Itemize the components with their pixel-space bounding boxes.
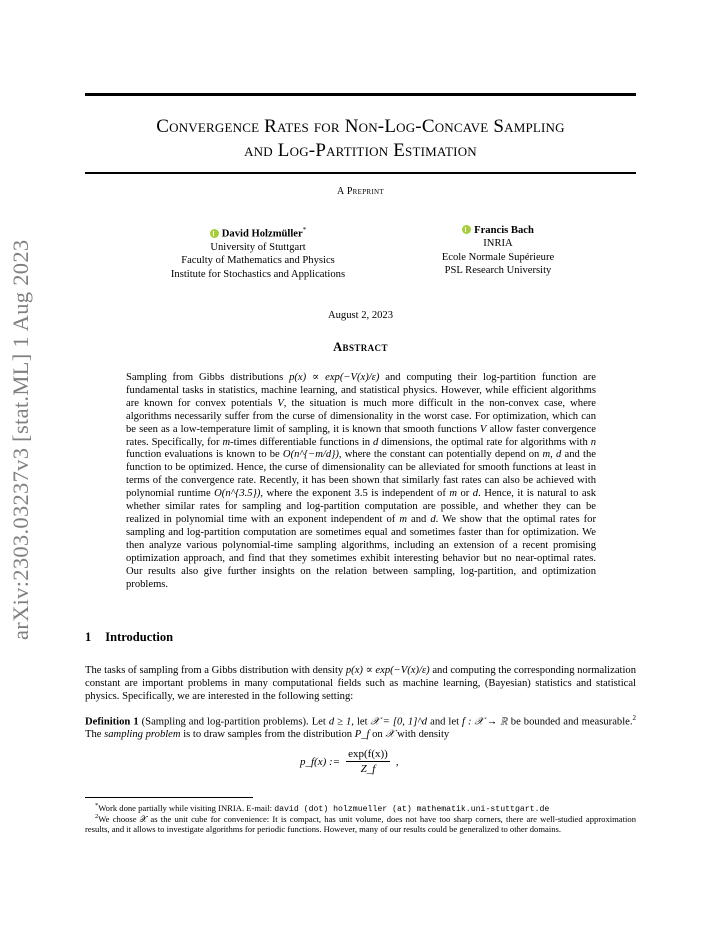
emphasis-term: sampling problem	[104, 729, 181, 741]
abstract-text: Sampling from Gibbs distributions p(x) ∝ exp(−V(x)/ε) and computing their log-partition function are fundamental tasks in statistics, machine learning, and statistical physics. However, while efficient algorithms are known for convex potentials V, the situation is much more difficult in the non-convex case, where algorithms necessarily suffer from the curse of dimensionality in the worst case. For optimization, which can be seen as a low-temperature limit of sampling, it is known that smooth functions V allow faster convergence rates. Specifically, for m-times differentiable functions in d dimensions, the optimal rate for algorithms with n function evaluations is known to be O(n^{−m/d}), where the constant can potentially depend on m, d and the function to be optimized. Hence, the curse of dimensionality can be alleviated for smooth functions at least in terms of the convergence rate. Recently, it has been shown that similarly fast rates can also be achieved with polynomial runtime O(n^{3.5}), where the exponent 3.5 is independent of m or d. Hence, it is natural to ask whether similar rates for sampling and log-partition computation are possible, and whether they can be realized in polynomial time with an exponent independent of m and d. We show that the optimal rates for sampling and log-partition computation are sometimes equal and sometimes faster than for optimization. We then analyze various polynomial-time sampling algorithms, including an extension of a recent promising optimization approach, and find that they sometimes exhibit interesting behavior but no near-optimal rates. Our results also give further insights on the relation between sampling, log-partition, and optimization problems.	[126, 372, 597, 590]
author-affiliation: Ecole Normale Supérieure	[441, 251, 555, 263]
author-block-2	[388, 224, 608, 278]
footnote-2: $^2$We choose 𝒳 as the unit cube for convenience: It is compact, has unit volume, does not have too sharp corners, there are well-studied approximation results, and it allows to investigate algorithms for periodic functions. However, many of our results could be generalized to other domains.	[85, 813, 636, 835]
section-heading	[85, 630, 173, 645]
footnote-mark: *	[302, 226, 307, 234]
footnote-rule	[85, 797, 253, 798]
math-inline: d	[373, 436, 379, 448]
math-inline: p(x) ∝ exp(−V(x)/ε)	[345, 665, 430, 676]
math-inline: p(x) ∝ exp(−V(x)/ε)	[289, 372, 380, 383]
author-affiliation: INRIA	[483, 238, 513, 250]
equation-denominator: Z_f	[360, 763, 376, 775]
equation-lhs: p_f(x) :=	[300, 755, 341, 768]
orcid-icon[interactable]	[210, 229, 219, 238]
intro-paragraph: The tasks of sampling from a Gibbs distribution with density p(x) ∝ exp(−V(x)/ε) and computing the corresponding normalization constant are important problems in many computational fields such as machine learning, (Bayesian) statistics and statistical physics. Specifically, we are interested in the following setting:	[85, 665, 637, 702]
author-email[interactable]: david (dot) holzmueller (at) mathematik.uni-stuttgart.de	[274, 804, 550, 814]
paper-date: August 2, 2023	[327, 310, 394, 321]
math-inline: O(n^{3.5})	[214, 488, 261, 500]
author-affiliation: PSL Research University	[444, 265, 552, 277]
footnote-mark: *	[95, 802, 99, 809]
author-name: David Holzmüller	[221, 228, 303, 240]
math-inline: m	[222, 436, 231, 448]
definition-block: Definition 1 (Sampling and log-partition problems). Let d ≥ 1, let 𝒳 = [0, 1]^d and let f : 𝒳 → ℝ be bounded and measurable.$^2$ The sampling problem is to draw samples from the distribution P_f on 𝒳 with density	[85, 714, 636, 741]
math-inline: n	[590, 436, 597, 448]
paper-title-line2: and Log-Partition Estimation	[244, 140, 477, 161]
math-inline: P_f	[354, 729, 370, 741]
footnote-mark: 2	[95, 813, 99, 820]
math-inline: m	[449, 488, 457, 500]
author-block-1	[148, 224, 368, 281]
math-inline: d	[472, 488, 479, 500]
preprint-label: A Preprint	[337, 186, 384, 197]
title-top-rule	[85, 93, 636, 96]
author-affiliation: University of Stuttgart	[210, 241, 306, 253]
paper-title-line1: Convergence Rates for Non-Log-Concave Sampling	[156, 116, 565, 137]
arxiv-watermark: arXiv:2303.03237v3 [stat.ML] 1 Aug 2023	[8, 239, 33, 640]
title-bottom-rule	[85, 172, 636, 174]
author-name: Francis Bach	[474, 225, 534, 236]
abstract-heading: Abstract	[333, 340, 388, 354]
math-inline: d	[430, 513, 436, 525]
math-inline: d ≥ 1	[328, 716, 352, 728]
definition-label: Definition 1	[85, 716, 139, 728]
footnote-ref[interactable]: 2	[632, 714, 636, 722]
math-inline: m	[399, 513, 407, 525]
equation-fraction	[346, 748, 390, 775]
section-title: Introduction	[105, 630, 174, 644]
author-affiliation: Faculty of Mathematics and Physics	[181, 255, 335, 267]
math-inline: 𝒳	[385, 729, 395, 741]
math-inline: V	[277, 397, 284, 409]
equation-numerator: exp(f(x))	[348, 748, 388, 760]
math-inline: 𝒳 = [0, 1]^d	[370, 716, 428, 728]
orcid-icon[interactable]	[462, 225, 471, 234]
author-affiliation: Institute for Stochastics and Applications	[170, 268, 346, 280]
equation-tail: ,	[395, 755, 399, 768]
math-inline: f : 𝒳 → ℝ	[462, 716, 508, 728]
math-inline: V	[479, 423, 487, 435]
math-inline: O(n^{−m/d})	[282, 449, 339, 461]
display-equation	[300, 748, 399, 775]
section-number: 1	[85, 630, 92, 644]
footnote-1: *Work done partially while visiting INRIA. E-mail: david (dot) holzmueller (at) mathematik.uni-stuttgart.de	[95, 802, 550, 814]
math-inline: m, d	[542, 449, 562, 461]
